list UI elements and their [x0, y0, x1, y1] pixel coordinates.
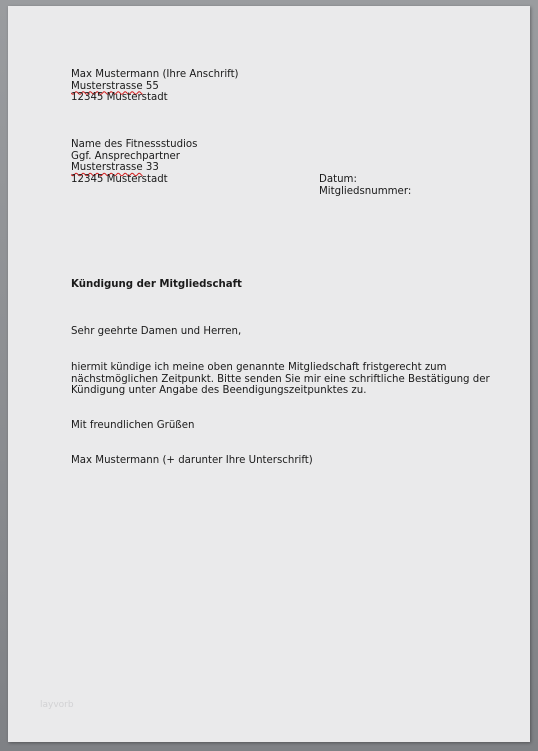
- letter-page: [8, 6, 530, 742]
- recipient-studio: Name des Fitnessstudios: [71, 139, 198, 150]
- recipient-street-name: Musterstrasse: [71, 162, 143, 174]
- salutation: Sehr geehrte Damen und Herren,: [71, 326, 242, 337]
- letter-body: [71, 362, 490, 397]
- recipient-address: [71, 139, 197, 185]
- meta-fields: [319, 174, 411, 197]
- sender-street: [71, 81, 239, 93]
- sender-street-name: Musterstrasse: [71, 80, 143, 92]
- sender-address: [71, 69, 239, 104]
- letter-subject: Kündigung der Mitgliedschaft: [71, 279, 242, 290]
- body-line-1: hiermit kündige ich meine oben genannte Mitgliedschaft fristgerecht zum: [71, 362, 447, 373]
- recipient-street-number: 33: [142, 162, 159, 174]
- closing: Mit freundlichen Grüßen: [71, 420, 195, 431]
- body-line-3: Kündigung unter Angabe des Beendigungszeitpunktes zu.: [71, 385, 367, 397]
- signature: Max Mustermann (+ darunter Ihre Unterschrift): [71, 455, 313, 466]
- sender-city: 12345 Musterstadt: [71, 92, 168, 104]
- watermark: layvorb: [40, 700, 74, 710]
- recipient-street: [71, 162, 197, 174]
- sender-name: Max Mustermann (Ihre Anschrift): [71, 69, 239, 80]
- body-line-2: nächstmöglichen Zeitpunkt. Bitte senden Sie mir eine schriftliche Bestätigung der: [71, 373, 490, 385]
- sender-street-number: 55: [142, 80, 159, 92]
- member-number-label: Mitgliedsnummer:: [319, 185, 412, 197]
- recipient-city: 12345 Musterstadt: [71, 173, 168, 185]
- date-label: Datum:: [319, 174, 357, 185]
- recipient-contact: Ggf. Ansprechpartner: [71, 150, 180, 162]
